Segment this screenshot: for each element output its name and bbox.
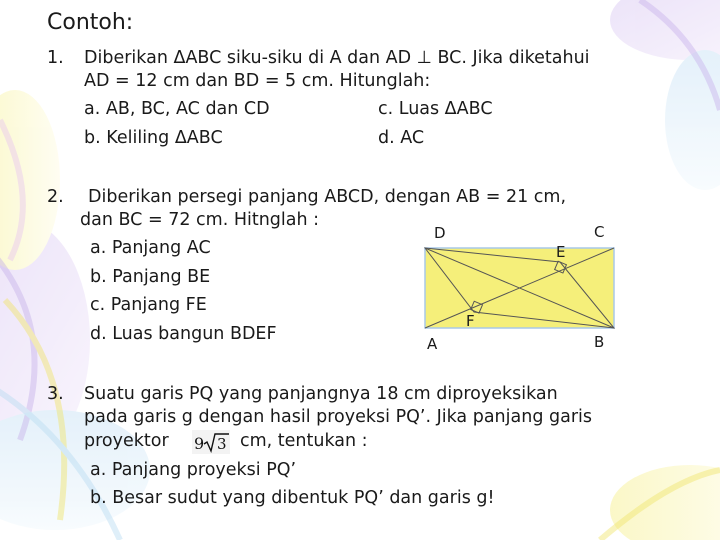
vertex-label-d: D [434,224,446,242]
q1-item-d: d. AC [378,128,425,148]
vertex-label-a: A [427,335,438,353]
page-title: Contoh: [47,10,134,35]
point-label-f: F [466,312,475,330]
q2-number: 2. [47,187,64,207]
q2-item-d: d. Luas bangun BDEF [90,324,277,344]
sqrt-radicand: 3 [217,435,227,453]
q3-item-a: a. Panjang proyeksi PQ’ [90,460,297,480]
sqrt-coefficient: 9 [194,434,205,453]
q3-item-b: b. Besar sudut yang dibentuk PQ’ dan garis g! [90,488,495,508]
vertex-label-b: B [594,333,605,351]
point-label-e: E [556,243,566,261]
q1-item-c: c. Luas ΔABC [378,99,493,119]
q1-item-a: a. AB, BC, AC dan CD [84,99,270,119]
q2-item-a: a. Panjang AC [90,238,211,258]
q3-number: 3. [47,384,64,404]
q1-number: 1. [47,48,64,68]
q1-text-line2: AD = 12 cm dan BD = 5 cm. Hitunglah: [84,71,431,91]
q1-text-line1: Diberikan ΔABC siku-siku di A dan AD ⊥ BC. Jika diketahui [84,48,590,68]
q2-text-line2: dan BC = 72 cm. Hitnglah : [80,210,320,230]
q3-text-line1: Suatu garis PQ yang panjangnya 18 cm diproyeksikan [84,384,558,404]
vertex-label-c: C [594,223,605,241]
sqrt-expression [192,430,230,454]
q3-text-line3b: cm, tentukan : [240,431,368,451]
q2-item-b: b. Panjang BE [90,267,211,287]
q1-item-b: b. Keliling ΔABC [84,128,223,148]
q3-text-line3a: proyektor [84,431,169,451]
q3-text-line2: pada garis g dengan hasil proyeksi PQ’. Jika panjang garis [84,407,592,427]
q2-text-line1: Diberikan persegi panjang ABCD, dengan AB = 21 cm, [88,187,567,207]
q2-item-c: c. Panjang FE [90,295,207,315]
